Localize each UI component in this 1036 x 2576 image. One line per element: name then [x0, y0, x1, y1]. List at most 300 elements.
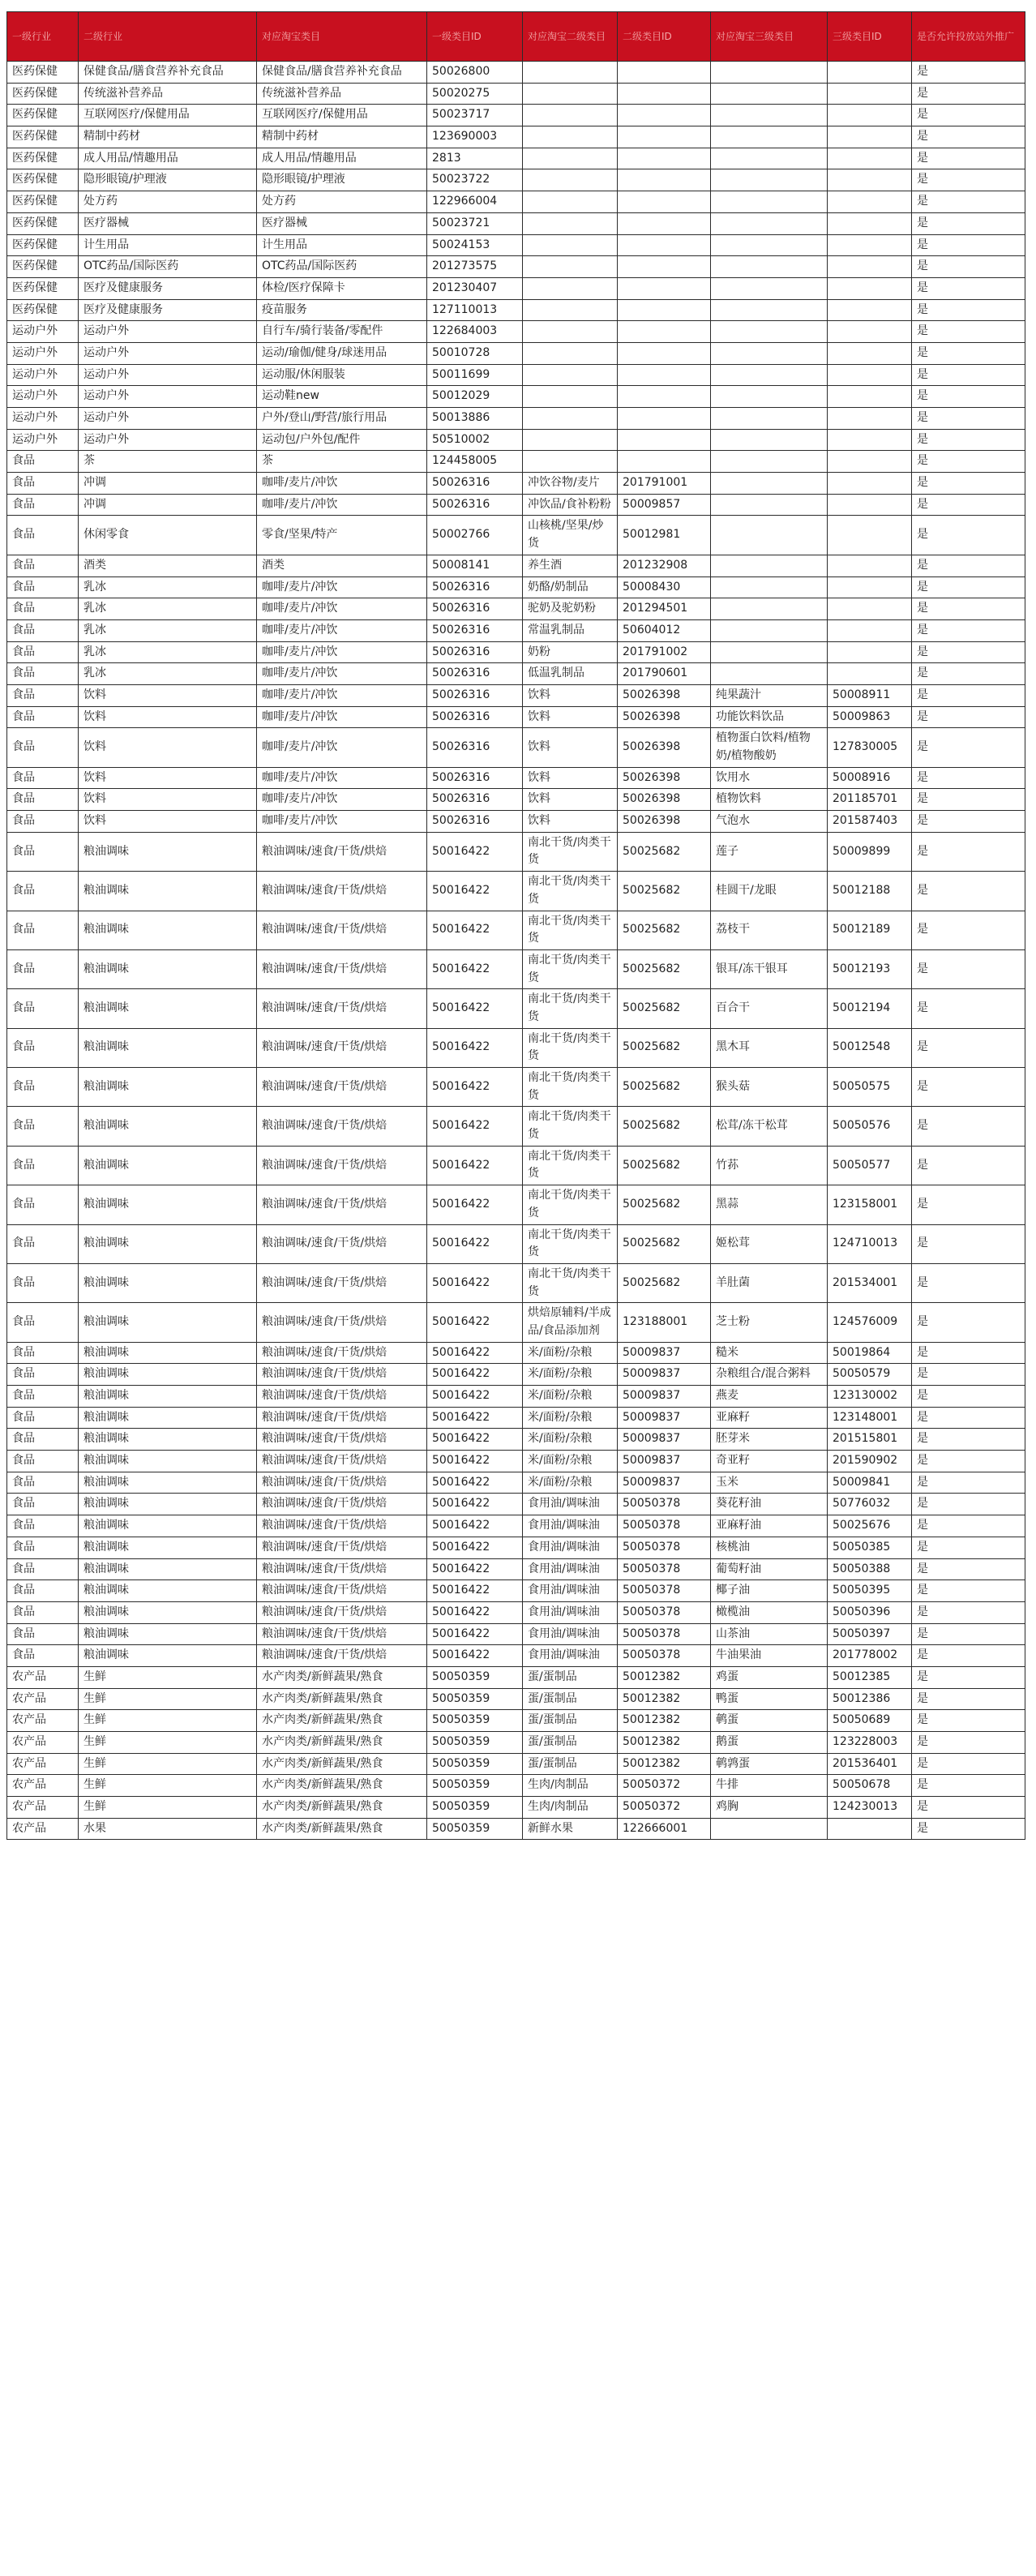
- table-row: [7, 191, 1025, 213]
- cell-level1-category-id: 50016422: [427, 1494, 523, 1515]
- cell-taobao-category: 粮油调味/速食/干货/烘焙: [257, 1028, 427, 1067]
- cell-level3-category-id: [828, 663, 912, 685]
- cell-level2-category: 南北干货/肉类干货: [523, 832, 618, 871]
- cell-level3-category: 玉米: [711, 1472, 828, 1494]
- cell-level2-category-id: 50050372: [618, 1775, 711, 1797]
- cell-level2-category: 南北干货/肉类干货: [523, 989, 618, 1028]
- cell-level3-category: [711, 234, 828, 256]
- table-row: [7, 1028, 1025, 1067]
- cell-level3-category-id: 50050689: [828, 1710, 912, 1732]
- cell-level1-category-id: 50012029: [427, 386, 523, 408]
- cell-allow-promotion: 是: [912, 299, 1025, 321]
- cell-level1-industry: 食品: [7, 1472, 79, 1494]
- cell-allow-promotion: 是: [912, 1303, 1025, 1342]
- cell-allow-promotion: 是: [912, 706, 1025, 728]
- cell-level1-industry: 食品: [7, 1146, 79, 1185]
- cell-level3-category: 椰子油: [711, 1580, 828, 1602]
- cell-level2-category-id: 50025682: [618, 1185, 711, 1224]
- cell-level3-category: [711, 516, 828, 555]
- header-level1-industry: 一级行业: [7, 12, 79, 62]
- cell-level3-category-id: [828, 62, 912, 84]
- cell-level2-industry: 休闲零食: [79, 516, 257, 555]
- cell-level3-category: [711, 555, 828, 576]
- cell-taobao-category: 咖啡/麦片/冲饮: [257, 789, 427, 811]
- cell-level2-industry: 粮油调味: [79, 1342, 257, 1364]
- cell-level3-category-id: [828, 299, 912, 321]
- table-row: [7, 706, 1025, 728]
- cell-level2-category-id: 50026398: [618, 684, 711, 706]
- cell-taobao-category: 户外/登山/野营/旅行用品: [257, 408, 427, 430]
- cell-level2-category-id: 50025682: [618, 911, 711, 949]
- cell-level1-industry: 食品: [7, 1263, 79, 1302]
- cell-level1-category-id: 50020275: [427, 83, 523, 105]
- cell-level3-category-id: [828, 83, 912, 105]
- table-row: [7, 1818, 1025, 1840]
- cell-level2-category: 冲饮谷物/麦片: [523, 473, 618, 495]
- cell-level3-category: 竹荪: [711, 1146, 828, 1185]
- cell-level1-category-id: 201273575: [427, 256, 523, 278]
- cell-level1-industry: 食品: [7, 1364, 79, 1386]
- cell-level1-category-id: 50050359: [427, 1797, 523, 1819]
- cell-level2-category: 奶酪/奶制品: [523, 576, 618, 598]
- cell-level1-industry: 食品: [7, 1224, 79, 1263]
- cell-allow-promotion: 是: [912, 451, 1025, 473]
- cell-taobao-category: 咖啡/麦片/冲饮: [257, 494, 427, 516]
- cell-level2-industry: 医疗及健康服务: [79, 277, 257, 299]
- cell-level2-category: 常温乳制品: [523, 619, 618, 641]
- cell-level2-category-id: 50026398: [618, 789, 711, 811]
- cell-allow-promotion: 是: [912, 1494, 1025, 1515]
- cell-level3-category: 荔枝干: [711, 911, 828, 949]
- cell-allow-promotion: 是: [912, 663, 1025, 685]
- table-row: [7, 62, 1025, 84]
- cell-level1-industry: 医药保健: [7, 299, 79, 321]
- cell-level1-category-id: 50016422: [427, 1224, 523, 1263]
- cell-level2-category: [523, 277, 618, 299]
- cell-level1-industry: 运动户外: [7, 386, 79, 408]
- cell-level3-category-id: 201587403: [828, 811, 912, 833]
- cell-level1-industry: 农产品: [7, 1818, 79, 1840]
- cell-level2-category-id: [618, 451, 711, 473]
- cell-level2-industry: 粮油调味: [79, 1224, 257, 1263]
- cell-level3-category: 亚麻籽油: [711, 1515, 828, 1537]
- cell-level1-category-id: 50050359: [427, 1753, 523, 1775]
- cell-level2-industry: 计生用品: [79, 234, 257, 256]
- cell-level2-category-id: 123188001: [618, 1303, 711, 1342]
- cell-level1-industry: 农产品: [7, 1775, 79, 1797]
- cell-level2-industry: 粮油调味: [79, 1107, 257, 1146]
- cell-level1-industry: 食品: [7, 516, 79, 555]
- cell-level3-category-id: 50008911: [828, 684, 912, 706]
- cell-allow-promotion: 是: [912, 949, 1025, 988]
- cell-level1-category-id: 50016422: [427, 1107, 523, 1146]
- cell-allow-promotion: 是: [912, 1068, 1025, 1107]
- cell-level2-category-id: [618, 386, 711, 408]
- cell-level3-category-id: [828, 555, 912, 576]
- cell-level2-category-id: [618, 148, 711, 169]
- cell-level2-industry: 饮料: [79, 789, 257, 811]
- cell-level3-category: [711, 408, 828, 430]
- cell-level1-industry: 医药保健: [7, 105, 79, 126]
- cell-level2-category-id: [618, 342, 711, 364]
- cell-level2-industry: 生鲜: [79, 1688, 257, 1710]
- cell-level2-category-id: 50050378: [618, 1645, 711, 1667]
- cell-level1-category-id: 50016422: [427, 1364, 523, 1386]
- table-row: [7, 728, 1025, 767]
- cell-level2-category: [523, 364, 618, 386]
- cell-level2-category: 烘焙原辅料/半成品/食品添加剂: [523, 1303, 618, 1342]
- cell-level1-category-id: 50016422: [427, 1342, 523, 1364]
- cell-level2-industry: 粮油调味: [79, 1386, 257, 1408]
- table-row: [7, 911, 1025, 949]
- cell-allow-promotion: 是: [912, 516, 1025, 555]
- cell-taobao-category: 保健食品/膳食营养补充食品: [257, 62, 427, 84]
- cell-level2-category: [523, 451, 618, 473]
- cell-level2-category-id: 50012382: [618, 1710, 711, 1732]
- cell-level3-category-id: [828, 386, 912, 408]
- cell-level2-category: 食用油/调味油: [523, 1623, 618, 1645]
- cell-taobao-category: 运动/瑜伽/健身/球迷用品: [257, 342, 427, 364]
- cell-level3-category: [711, 212, 828, 234]
- cell-level1-industry: 食品: [7, 1601, 79, 1623]
- cell-allow-promotion: 是: [912, 1472, 1025, 1494]
- cell-level2-category: 米/面粉/杂粮: [523, 1342, 618, 1364]
- cell-level2-industry: 粮油调味: [79, 989, 257, 1028]
- table-row: [7, 1753, 1025, 1775]
- cell-level1-industry: 食品: [7, 728, 79, 767]
- cell-level2-industry: 粮油调味: [79, 832, 257, 871]
- cell-taobao-category: OTC药品/国际医药: [257, 256, 427, 278]
- cell-allow-promotion: 是: [912, 1710, 1025, 1732]
- cell-taobao-category: 粮油调味/速食/干货/烘焙: [257, 1580, 427, 1602]
- cell-taobao-category: 水产肉类/新鲜蔬果/熟食: [257, 1753, 427, 1775]
- cell-level2-industry: 成人用品/情趣用品: [79, 148, 257, 169]
- cell-level3-category-id: [828, 473, 912, 495]
- table-row: [7, 1146, 1025, 1185]
- cell-level3-category-id: 50009899: [828, 832, 912, 871]
- cell-level1-industry: 医药保健: [7, 169, 79, 191]
- cell-level2-industry: 饮料: [79, 811, 257, 833]
- cell-level3-category: [711, 494, 828, 516]
- cell-level2-category: 米/面粉/杂粮: [523, 1472, 618, 1494]
- cell-level2-category-id: 50050378: [618, 1623, 711, 1645]
- cell-taobao-category: 传统滋补营养品: [257, 83, 427, 105]
- table-row: [7, 576, 1025, 598]
- cell-level3-category: 葡萄籽油: [711, 1558, 828, 1580]
- cell-level2-industry: 医疗器械: [79, 212, 257, 234]
- cell-taobao-category: 计生用品: [257, 234, 427, 256]
- cell-level2-industry: 冲调: [79, 494, 257, 516]
- cell-level2-category-id: 50026398: [618, 706, 711, 728]
- table-row: [7, 473, 1025, 495]
- table-row: [7, 148, 1025, 169]
- cell-allow-promotion: 是: [912, 598, 1025, 620]
- cell-allow-promotion: 是: [912, 1601, 1025, 1623]
- cell-level2-category: 饮料: [523, 767, 618, 789]
- cell-level1-category-id: 50026316: [427, 619, 523, 641]
- table-row: [7, 364, 1025, 386]
- cell-level1-category-id: 50050359: [427, 1688, 523, 1710]
- cell-level2-category: 食用油/调味油: [523, 1645, 618, 1667]
- table-row: [7, 234, 1025, 256]
- cell-allow-promotion: 是: [912, 1666, 1025, 1688]
- cell-level3-category: [711, 473, 828, 495]
- cell-level2-industry: 粮油调味: [79, 1623, 257, 1645]
- table-row: [7, 1494, 1025, 1515]
- cell-allow-promotion: 是: [912, 494, 1025, 516]
- cell-level3-category: 鸭蛋: [711, 1688, 828, 1710]
- cell-level3-category-id: 201536401: [828, 1753, 912, 1775]
- cell-taobao-category: 咖啡/麦片/冲饮: [257, 619, 427, 641]
- cell-level3-category: [711, 105, 828, 126]
- cell-level2-category-id: [618, 212, 711, 234]
- cell-level1-category-id: 50016422: [427, 1303, 523, 1342]
- cell-taobao-category: 医疗器械: [257, 212, 427, 234]
- cell-level1-industry: 食品: [7, 555, 79, 576]
- cell-level2-category-id: 50025682: [618, 1028, 711, 1067]
- cell-taobao-category: 粮油调味/速食/干货/烘焙: [257, 872, 427, 911]
- cell-level1-category-id: 50016422: [427, 1580, 523, 1602]
- cell-level2-industry: 粮油调味: [79, 1364, 257, 1386]
- table-row: [7, 1068, 1025, 1107]
- cell-level2-industry: 互联网医疗/保健用品: [79, 105, 257, 126]
- cell-level1-industry: 食品: [7, 598, 79, 620]
- table-row: [7, 989, 1025, 1028]
- cell-level2-industry: OTC药品/国际医药: [79, 256, 257, 278]
- cell-level2-category: 米/面粉/杂粮: [523, 1407, 618, 1429]
- cell-level1-industry: 食品: [7, 1342, 79, 1364]
- cell-allow-promotion: 是: [912, 989, 1025, 1028]
- cell-level2-category-id: 50050372: [618, 1797, 711, 1819]
- cell-level2-category-id: 50012382: [618, 1732, 711, 1754]
- cell-level1-industry: 食品: [7, 663, 79, 685]
- table-row: [7, 408, 1025, 430]
- cell-allow-promotion: 是: [912, 1263, 1025, 1302]
- cell-level2-category-id: 201790601: [618, 663, 711, 685]
- cell-level1-industry: 运动户外: [7, 408, 79, 430]
- header-level3-category-id: 三级类目ID: [828, 12, 912, 62]
- cell-level2-category-id: 50012981: [618, 516, 711, 555]
- table-row: [7, 277, 1025, 299]
- cell-allow-promotion: 是: [912, 429, 1025, 451]
- table-row: [7, 1601, 1025, 1623]
- cell-level3-category-id: [828, 641, 912, 663]
- table-row: [7, 105, 1025, 126]
- table-row: [7, 1451, 1025, 1472]
- cell-level3-category: 黑蒜: [711, 1185, 828, 1224]
- cell-taobao-category: 粮油调味/速食/干货/烘焙: [257, 1472, 427, 1494]
- cell-level2-category-id: 50025682: [618, 1263, 711, 1302]
- cell-level1-category-id: 50011699: [427, 364, 523, 386]
- cell-level3-category: 葵花籽油: [711, 1494, 828, 1515]
- cell-level2-category: 饮料: [523, 706, 618, 728]
- cell-level2-category-id: [618, 191, 711, 213]
- cell-level3-category-id: 123148001: [828, 1407, 912, 1429]
- cell-taobao-category: 粮油调味/速食/干货/烘焙: [257, 1558, 427, 1580]
- cell-level1-industry: 医药保健: [7, 234, 79, 256]
- cell-level3-category-id: 201590902: [828, 1451, 912, 1472]
- cell-level2-category: 生肉/肉制品: [523, 1797, 618, 1819]
- cell-level3-category: [711, 321, 828, 343]
- cell-level3-category-id: 50050576: [828, 1107, 912, 1146]
- cell-allow-promotion: 是: [912, 212, 1025, 234]
- table-row: [7, 212, 1025, 234]
- cell-level2-industry: 粮油调味: [79, 1146, 257, 1185]
- cell-level2-category: 奶粉: [523, 641, 618, 663]
- cell-level2-industry: 饮料: [79, 767, 257, 789]
- cell-level2-category-id: 201791002: [618, 641, 711, 663]
- cell-level2-category: 低温乳制品: [523, 663, 618, 685]
- cell-level2-category-id: 50009837: [618, 1407, 711, 1429]
- cell-level1-industry: 食品: [7, 1386, 79, 1408]
- cell-allow-promotion: 是: [912, 62, 1025, 84]
- cell-level2-industry: 粮油调味: [79, 1263, 257, 1302]
- cell-level1-industry: 医药保健: [7, 62, 79, 84]
- cell-taobao-category: 粮油调味/速食/干货/烘焙: [257, 1451, 427, 1472]
- cell-level3-category-id: 123228003: [828, 1732, 912, 1754]
- cell-level1-category-id: 50050359: [427, 1666, 523, 1688]
- cell-level2-category-id: 50025682: [618, 872, 711, 911]
- table-row: [7, 811, 1025, 833]
- header-level2-category-id: 二级类目ID: [618, 12, 711, 62]
- cell-level2-category: 食用油/调味油: [523, 1537, 618, 1558]
- table-row: [7, 321, 1025, 343]
- cell-level1-industry: 医药保健: [7, 83, 79, 105]
- cell-level2-industry: 粮油调味: [79, 1494, 257, 1515]
- cell-level3-category-id: 50050577: [828, 1146, 912, 1185]
- cell-level1-industry: 医药保健: [7, 191, 79, 213]
- cell-taobao-category: 粮油调味/速食/干货/烘焙: [257, 1386, 427, 1408]
- cell-level1-category-id: 50016422: [427, 1386, 523, 1408]
- cell-level3-category-id: [828, 169, 912, 191]
- cell-level2-industry: 粮油调味: [79, 1407, 257, 1429]
- cell-level3-category-id: 50776032: [828, 1494, 912, 1515]
- cell-level1-industry: 食品: [7, 641, 79, 663]
- cell-level3-category-id: 201515801: [828, 1429, 912, 1451]
- table-row: [7, 1342, 1025, 1364]
- cell-level3-category-id: [828, 191, 912, 213]
- cell-level2-category-id: 50009837: [618, 1342, 711, 1364]
- cell-level1-industry: 食品: [7, 811, 79, 833]
- table-row: [7, 872, 1025, 911]
- cell-taobao-category: 粮油调味/速食/干货/烘焙: [257, 1068, 427, 1107]
- cell-level1-category-id: 50510002: [427, 429, 523, 451]
- cell-level2-category: 蛋/蛋制品: [523, 1732, 618, 1754]
- cell-allow-promotion: 是: [912, 1107, 1025, 1146]
- cell-level3-category-id: 124710013: [828, 1224, 912, 1263]
- cell-level2-industry: 粮油调味: [79, 1537, 257, 1558]
- cell-level1-category-id: 124458005: [427, 451, 523, 473]
- cell-level2-industry: 粮油调味: [79, 1451, 257, 1472]
- cell-level3-category: 橄榄油: [711, 1601, 828, 1623]
- cell-allow-promotion: 是: [912, 1185, 1025, 1224]
- cell-level2-category-id: [618, 277, 711, 299]
- cell-taobao-category: 咖啡/麦片/冲饮: [257, 663, 427, 685]
- cell-taobao-category: 粮油调味/速食/干货/烘焙: [257, 1623, 427, 1645]
- table-row: [7, 386, 1025, 408]
- cell-level1-category-id: 50026316: [427, 576, 523, 598]
- cell-level2-category: 南北干货/肉类干货: [523, 1146, 618, 1185]
- cell-level2-industry: 处方药: [79, 191, 257, 213]
- cell-level2-industry: 粮油调味: [79, 1068, 257, 1107]
- cell-level3-category: [711, 277, 828, 299]
- cell-taobao-category: 粮油调味/速食/干货/烘焙: [257, 989, 427, 1028]
- cell-level2-industry: 运动户外: [79, 386, 257, 408]
- cell-level2-category-id: 50012382: [618, 1666, 711, 1688]
- cell-level2-category: [523, 429, 618, 451]
- cell-taobao-category: 粮油调味/速食/干货/烘焙: [257, 1515, 427, 1537]
- cell-level1-category-id: 50016422: [427, 1558, 523, 1580]
- cell-level3-category-id: 50025676: [828, 1515, 912, 1537]
- table-row: [7, 126, 1025, 148]
- cell-taobao-category: 水产肉类/新鲜蔬果/熟食: [257, 1732, 427, 1754]
- cell-taobao-category: 运动服/休闲服装: [257, 364, 427, 386]
- cell-level1-industry: 食品: [7, 1515, 79, 1537]
- cell-level2-category: 饮料: [523, 789, 618, 811]
- cell-allow-promotion: 是: [912, 555, 1025, 576]
- table-row: [7, 663, 1025, 685]
- cell-level2-category: [523, 169, 618, 191]
- cell-level2-category: 南北干货/肉类干货: [523, 1224, 618, 1263]
- cell-level1-industry: 农产品: [7, 1666, 79, 1688]
- cell-taobao-category: 咖啡/麦片/冲饮: [257, 811, 427, 833]
- cell-level2-industry: 粮油调味: [79, 1515, 257, 1537]
- cell-level1-category-id: 50016422: [427, 1623, 523, 1645]
- cell-level1-category-id: 50050359: [427, 1732, 523, 1754]
- cell-level3-category: 鹅蛋: [711, 1732, 828, 1754]
- cell-allow-promotion: 是: [912, 1515, 1025, 1537]
- cell-level1-industry: 医药保健: [7, 212, 79, 234]
- cell-level1-category-id: 50026316: [427, 494, 523, 516]
- cell-level1-category-id: 50016422: [427, 1146, 523, 1185]
- cell-level2-industry: 生鲜: [79, 1775, 257, 1797]
- cell-level1-industry: 食品: [7, 473, 79, 495]
- cell-level3-category: 牛油果油: [711, 1645, 828, 1667]
- cell-level2-category: [523, 126, 618, 148]
- cell-level1-category-id: 50016422: [427, 1028, 523, 1067]
- cell-level3-category: 黑木耳: [711, 1028, 828, 1067]
- cell-taobao-category: 粮油调味/速食/干货/烘焙: [257, 1146, 427, 1185]
- cell-level2-category-id: 201294501: [618, 598, 711, 620]
- table-row: [7, 1645, 1025, 1667]
- cell-level1-industry: 食品: [7, 1451, 79, 1472]
- cell-level3-category-id: 50050397: [828, 1623, 912, 1645]
- cell-level1-industry: 食品: [7, 1028, 79, 1067]
- cell-level2-category-id: [618, 83, 711, 105]
- cell-allow-promotion: 是: [912, 321, 1025, 343]
- cell-level1-industry: 医药保健: [7, 256, 79, 278]
- cell-level2-industry: 水果: [79, 1818, 257, 1840]
- cell-allow-promotion: 是: [912, 256, 1025, 278]
- cell-allow-promotion: 是: [912, 1364, 1025, 1386]
- cell-allow-promotion: 是: [912, 1732, 1025, 1754]
- table-row: [7, 1429, 1025, 1451]
- cell-level2-category: [523, 105, 618, 126]
- cell-level1-category-id: 50016422: [427, 1185, 523, 1224]
- cell-allow-promotion: 是: [912, 728, 1025, 767]
- cell-level2-category: 饮料: [523, 728, 618, 767]
- cell-taobao-category: 运动包/户外包/配件: [257, 429, 427, 451]
- cell-taobao-category: 运动鞋new: [257, 386, 427, 408]
- cell-level2-category-id: 50026398: [618, 728, 711, 767]
- cell-level3-category-id: 124230013: [828, 1797, 912, 1819]
- cell-taobao-category: 自行车/骑行装备/零配件: [257, 321, 427, 343]
- cell-level2-category-id: 50050378: [618, 1558, 711, 1580]
- cell-level2-category-id: 50026398: [618, 811, 711, 833]
- cell-level3-category-id: [828, 342, 912, 364]
- cell-level2-industry: 饮料: [79, 706, 257, 728]
- cell-level2-industry: 生鲜: [79, 1710, 257, 1732]
